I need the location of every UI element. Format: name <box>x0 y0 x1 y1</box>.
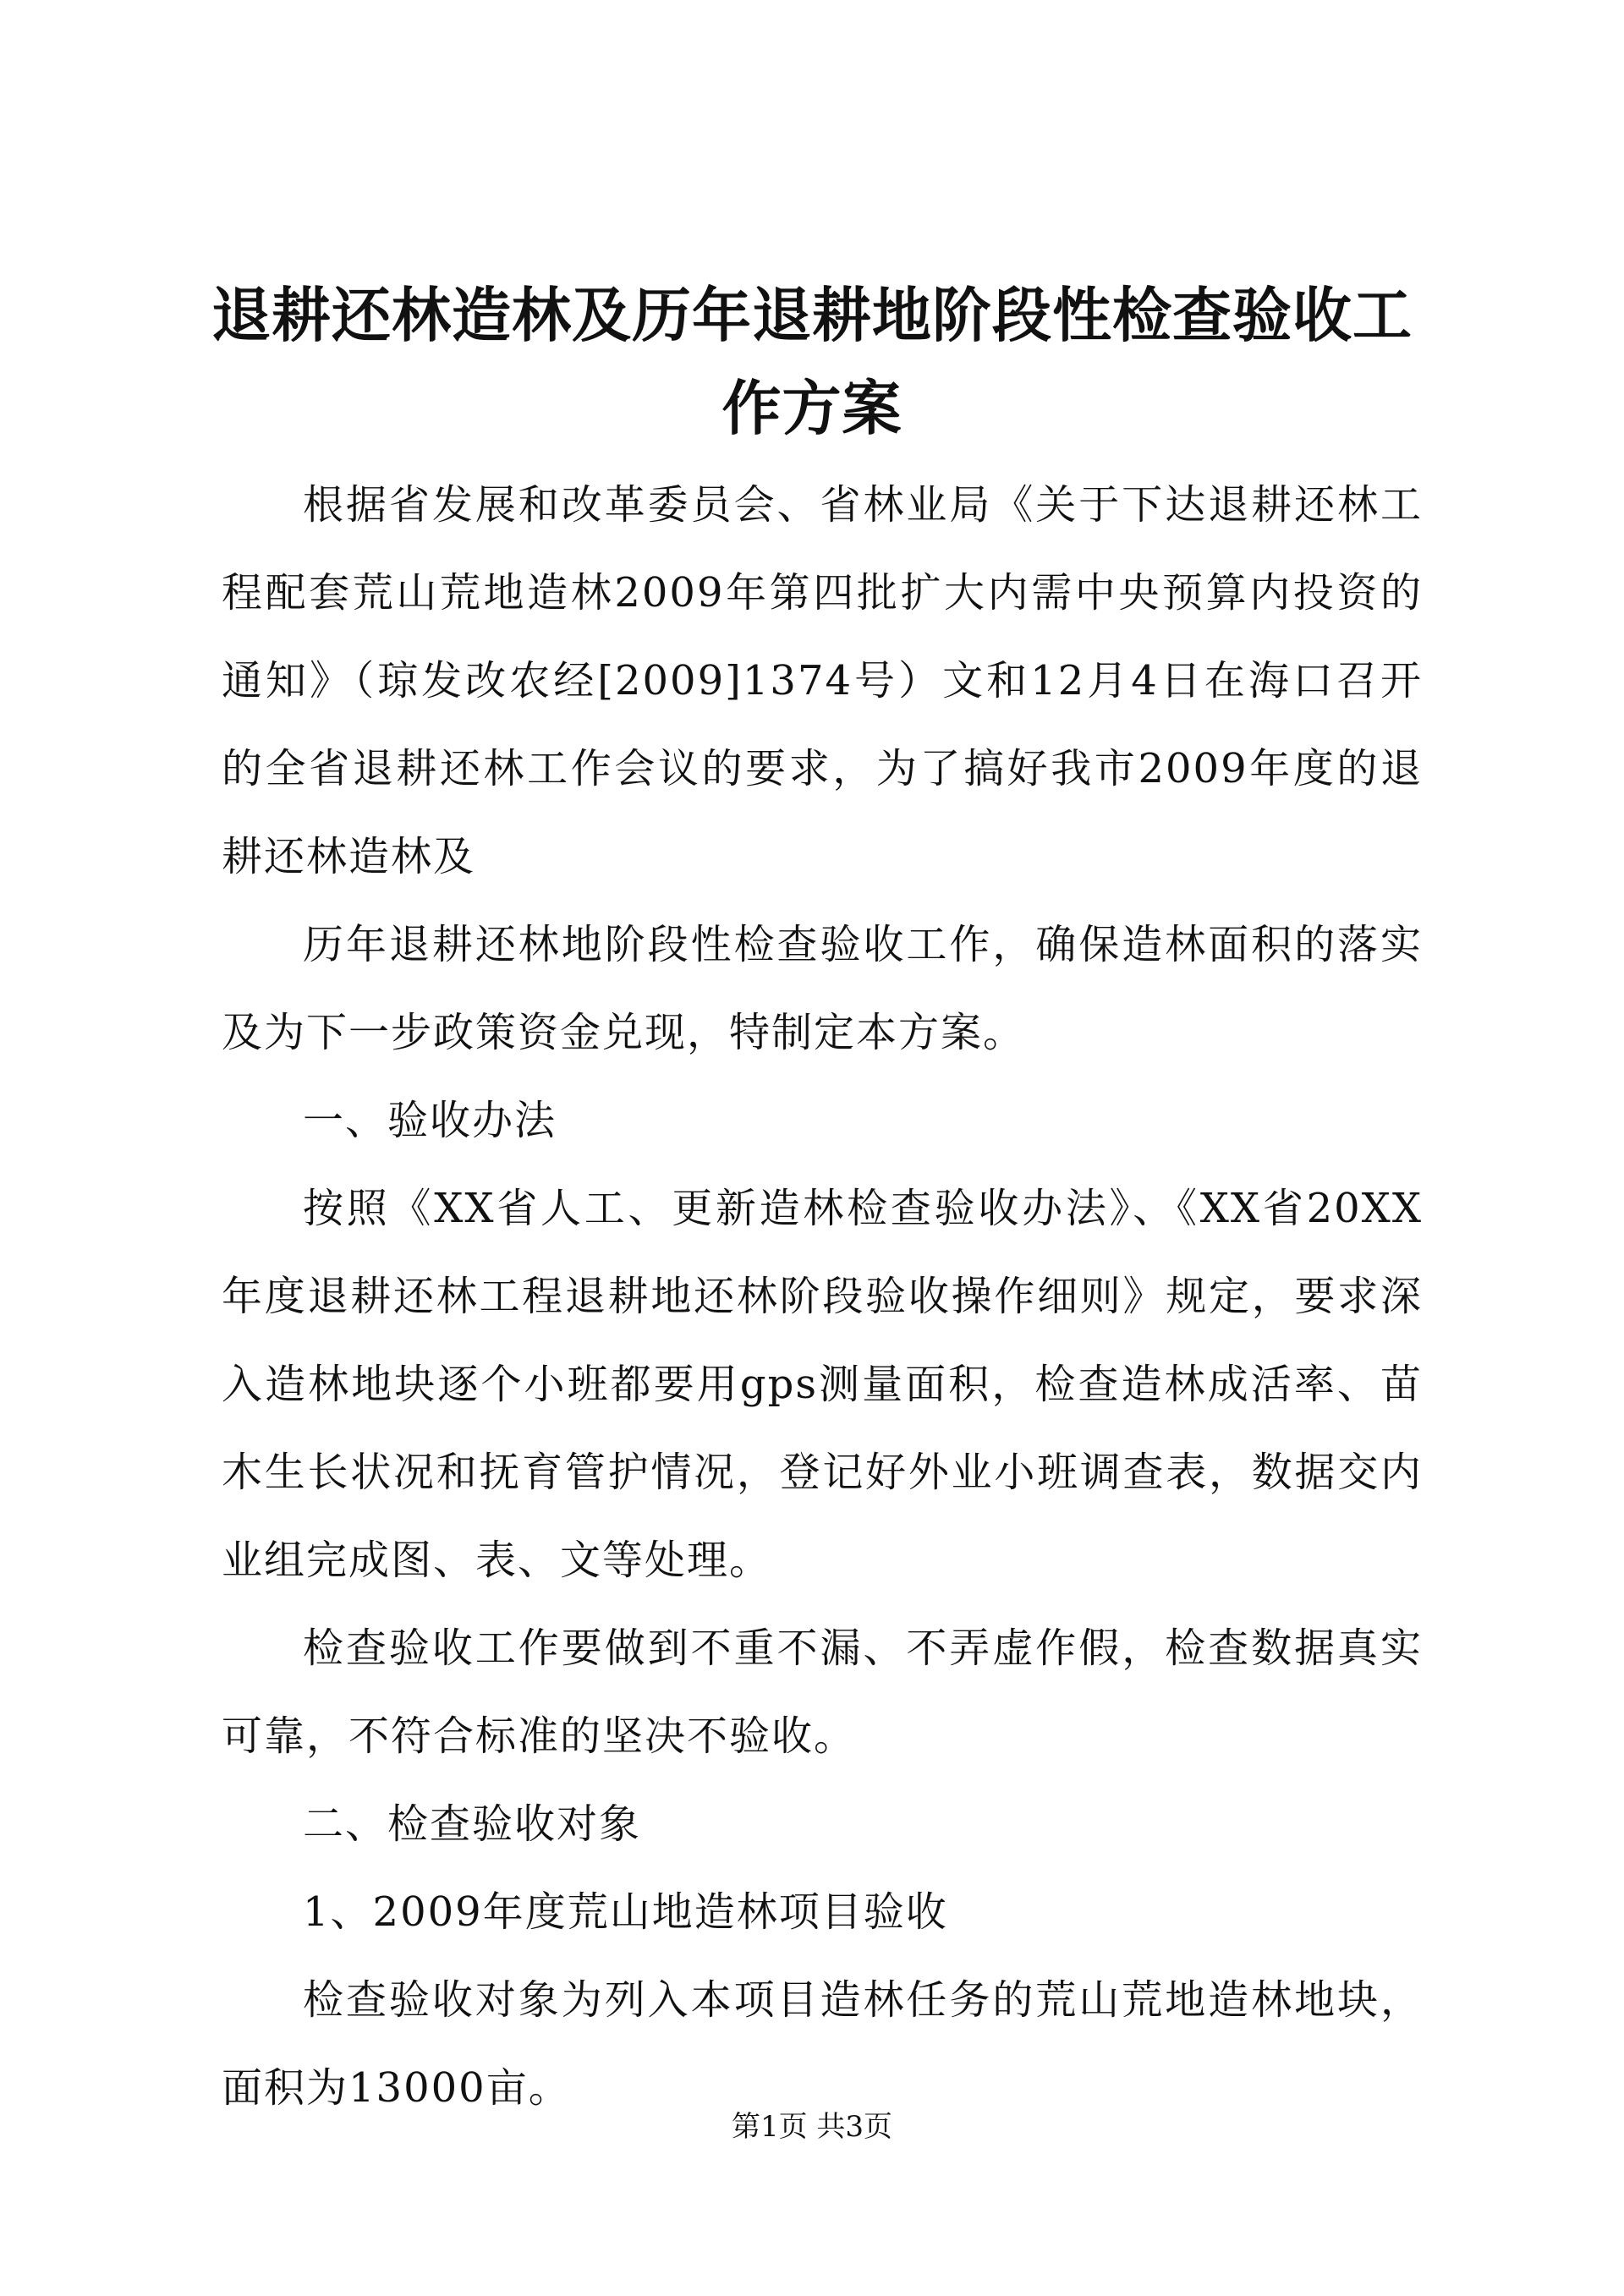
document-body <box>222 461 1423 2132</box>
document-title: 退耕还林造林及历年退耕地阶段性检查验收工作方案 <box>211 280 1413 443</box>
page-footer: 第1页 共3页 <box>731 2110 893 2144</box>
paragraph-basis: 根据省发展和改革委员会、省林业局《关于下达退耕还林工程配套荒山荒地造林2009年第四批扩大内需中央预算内投资的通知》（琼发改农经[2009]1374号）文和12月4日在海口召开的全省退耕还林工作会议的要求，为了搞好我市2009年度的退耕还林造林及 <box>222 481 1423 880</box>
section-heading-objects: 二、检查验收对象 <box>303 1800 642 1848</box>
paragraph-method-rules: 按照《XX省人工、更新造林检查验收办法》、《XX省20XX年度退耕还林工程退耕地还林阶段验收操作细则》规定，要求深入造林地块逐个小班都要用gps测量面积，检查造林成活率、苗木生长状况和抚育管护情况，登记好外业小班调查表，数据交内业组完成图、表、文等处理。 <box>222 1185 1423 1584</box>
paragraph-method-requirements: 检查验收工作要做到不重不漏、不弄虚作假，检查数据真实可靠，不符合标准的坚决不验收。 <box>222 1625 1423 1760</box>
subsection-heading-2009-project: 1、2009年度荒山地造林项目验收 <box>303 1888 948 1936</box>
paragraph-purpose: 历年退耕还林地阶段性检查验收工作，确保造林面积的落实及为下一步政策资金兑现，特制定本方案。 <box>222 921 1423 1056</box>
section-heading-method: 一、验收办法 <box>303 1097 557 1144</box>
paragraph-objects-area: 检查验收对象为列入本项目造林任务的荒山荒地造林地块，面积为13000亩。 <box>222 1976 1423 2112</box>
